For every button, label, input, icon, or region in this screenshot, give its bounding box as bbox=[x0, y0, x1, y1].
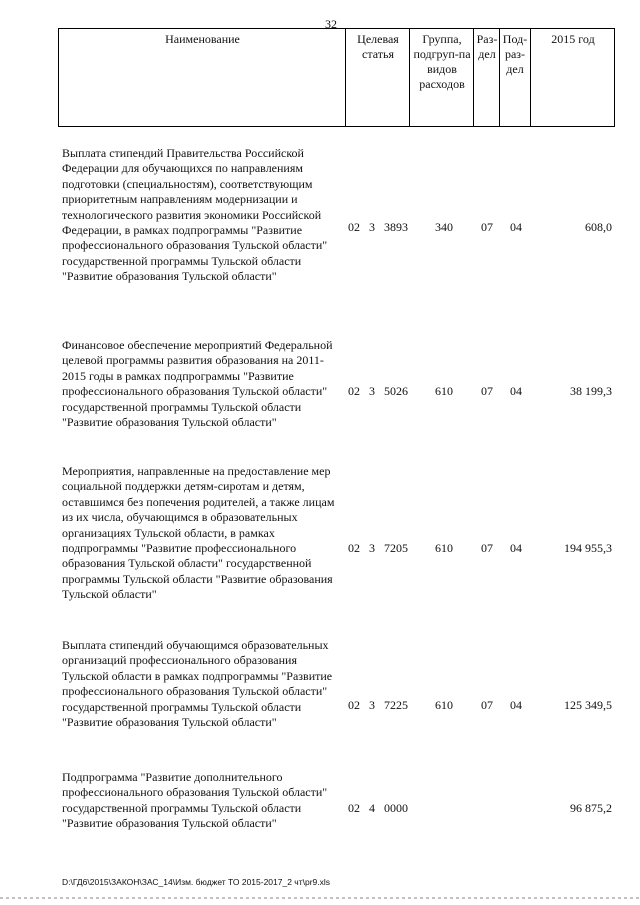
section-code: 07 bbox=[481, 384, 493, 398]
subsection-code: 04 bbox=[510, 698, 522, 712]
target-article-part: 7225 bbox=[384, 698, 408, 712]
target-article-part: 02 bbox=[348, 220, 360, 234]
amount-2015: 194 955,3 bbox=[564, 541, 612, 555]
row-name: Выплата стипендий обучающимся образовательных организаций профессионального образования Тульской области в рамках подпрограммы "Развитие профессионального образования Тульской области" государственной программы Тульской области "Развитие образования Тульской области" bbox=[62, 638, 333, 730]
target-article-part: 02 bbox=[348, 384, 360, 398]
header-subsection: Под-раз-дел bbox=[502, 32, 528, 76]
target-article-part: 3 bbox=[369, 698, 375, 712]
column-divider bbox=[499, 28, 500, 127]
header-expense-group: Группа, подгруп-па видов расходов bbox=[413, 32, 471, 91]
header-year: 2015 год bbox=[551, 32, 595, 46]
amount-2015: 96 875,2 bbox=[570, 801, 612, 815]
section-code: 07 bbox=[481, 220, 493, 234]
target-article-part: 02 bbox=[348, 801, 360, 815]
column-divider bbox=[409, 28, 410, 127]
target-article-part: 5026 bbox=[384, 384, 408, 398]
row-name: Выплата стипендий Правительства Российской Федерации для обучающихся по направлениям подготовки (специальностям), соответствующим приоритетным направлениям модернизации и технологического развития экономики Российской Федерации, в рамках подпрограммы "Развитие профессионального образования Тульской области" государственной программы Тульской области "Развитие образования Тульской области" bbox=[62, 146, 328, 284]
subsection-code: 04 bbox=[510, 384, 522, 398]
target-article-part: 3 bbox=[369, 384, 375, 398]
amount-2015: 608,0 bbox=[585, 220, 612, 234]
amount-2015: 125 349,5 bbox=[564, 698, 612, 712]
target-article-part: 02 bbox=[348, 541, 360, 555]
target-article-part: 7205 bbox=[384, 541, 408, 555]
page-number: 32 bbox=[325, 17, 337, 31]
target-article-part: 3 bbox=[369, 220, 375, 234]
file-path-footer: D:\ГД6\2015\ЗАКОН\ЗАС_14\Изм. бюджет ТО 2015-2017_2 чт\pr9.xls bbox=[62, 877, 331, 887]
section-code: 07 bbox=[481, 541, 493, 555]
target-article-part: 02 bbox=[348, 698, 360, 712]
scan-artifact-line bbox=[0, 897, 640, 899]
subsection-code: 04 bbox=[510, 541, 522, 555]
section-code: 07 bbox=[481, 698, 493, 712]
target-article-part: 4 bbox=[369, 801, 375, 815]
expense-group-code: 340 bbox=[435, 220, 453, 234]
row-name: Финансовое обеспечение мероприятий Федеральной целевой программы развития образования на 2011-2015 годы в рамках подпрограммы "Развитие профессионального образования Тульской области" государственной программы Тульской области "Развитие образования Тульской области" bbox=[62, 338, 333, 430]
expense-group-code: 610 bbox=[435, 384, 453, 398]
expense-group-code: 610 bbox=[435, 698, 453, 712]
header-section: Раз-дел bbox=[476, 32, 498, 61]
header-name: Наименование bbox=[165, 32, 240, 46]
target-article-part: 3893 bbox=[384, 220, 408, 234]
expense-group-code: 610 bbox=[435, 541, 453, 555]
column-divider bbox=[345, 28, 346, 127]
target-article-part: 0000 bbox=[384, 801, 408, 815]
column-divider bbox=[473, 28, 474, 127]
row-name: Мероприятия, направленные на предоставление мер социальной поддержки детям-сиротам и детям, оставшимся без попечения родителей, а также лицам из их числа, обучающимся в образовательных организациях Тульской области, в рамках подпрограммы "Развитие профессионального образования Тульской области" государственной программы Тульской области "Развитие образования Тульской области" bbox=[62, 464, 335, 602]
header-target-article: Целевая статья bbox=[357, 32, 399, 61]
subsection-code: 04 bbox=[510, 220, 522, 234]
row-name: Подпрограмма "Развитие дополнительного профессионального образования Тульской области" государственной программы Тульской области "Развитие образования Тульской области" bbox=[62, 770, 328, 831]
target-article-part: 3 bbox=[369, 541, 375, 555]
amount-2015: 38 199,3 bbox=[570, 384, 612, 398]
